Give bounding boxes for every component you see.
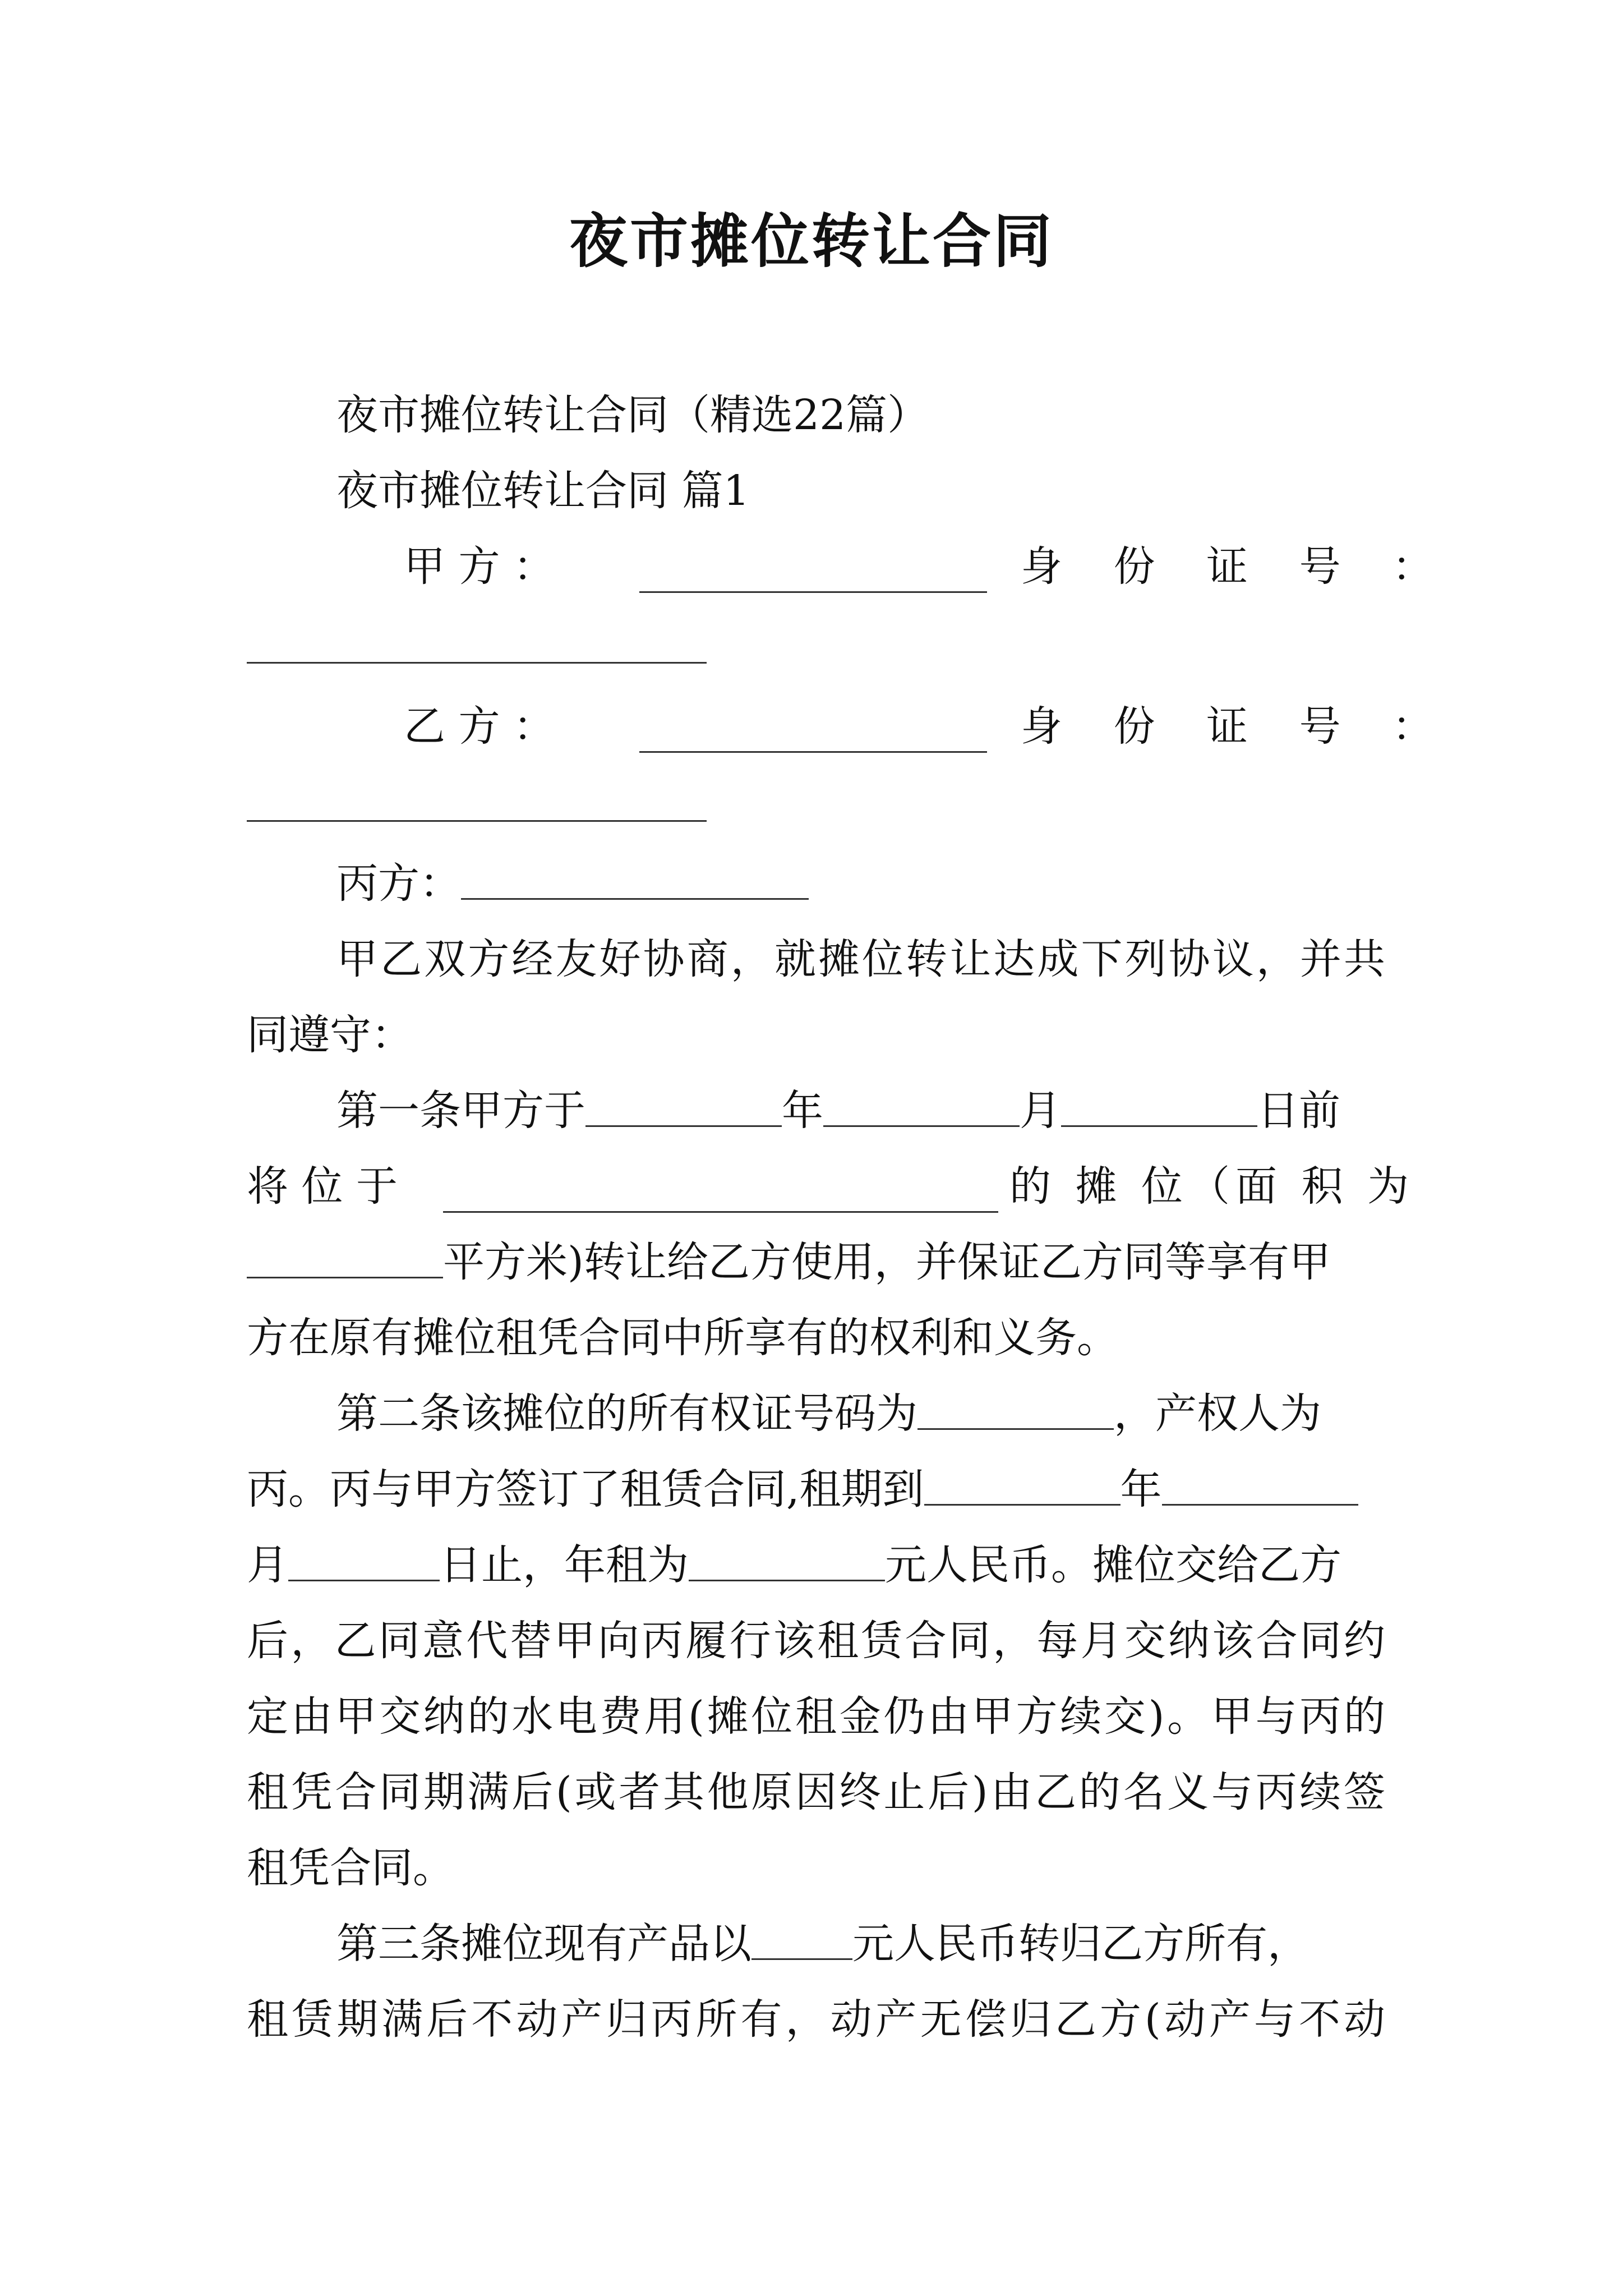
article-1-line-1 [247, 1071, 1385, 1150]
party-a-label: 甲 方 ： [404, 542, 555, 591]
article-1-text-e: 将 位 于 [247, 1162, 398, 1211]
article-2-text-e: 月 [247, 1541, 288, 1589]
article-2-text-g: 元人民币。摊位交给乙方 [885, 1541, 1341, 1589]
article-1-line-2 [247, 1147, 1415, 1226]
party-c-line [247, 844, 1385, 923]
party-a-id-blank[interactable] [247, 662, 707, 664]
article-2-month-blank[interactable] [1162, 1459, 1358, 1506]
party-a-name-blank[interactable] [639, 546, 987, 593]
party-b-line [247, 687, 1453, 766]
article-1-text-b: 年 [782, 1087, 823, 1135]
party-b-id-blank[interactable] [247, 820, 707, 822]
article-2-line-4: 后，乙同意代替甲向丙履行该租赁合同，每月交纳该合同约 [247, 1617, 1385, 1665]
article-2-text-c: 丙。丙与甲方签订了租赁合同,租期到 [247, 1465, 924, 1513]
article-1-text-g: 平方米)转让给乙方使用，并保证乙方同等享有甲 [443, 1238, 1331, 1286]
party-c-name-blank[interactable] [461, 853, 809, 900]
article-2-year-blank[interactable] [924, 1459, 1121, 1506]
party-c-label: 丙方： [336, 859, 461, 908]
article-1-line-4: 方在原有摊位租凭合同中所享有的权利和义务。 [247, 1314, 1118, 1362]
article-3-text-a: 第三条摊位现有产品以 [336, 1920, 751, 1968]
article-1-text-a: 第一条甲方于 [336, 1087, 585, 1135]
article-2-text-b: ，产权人为 [1114, 1389, 1321, 1438]
party-a-line [247, 527, 1453, 606]
article-1-line-3 [247, 1223, 1385, 1301]
article-1-location-blank[interactable] [443, 1166, 998, 1213]
article-1-text-f: 的 摊 位（面 积 为 [1009, 1162, 1415, 1211]
article-3-line-1 [247, 1904, 1385, 1983]
party-b-label: 乙 方 ： [404, 702, 555, 751]
article-3-price-blank[interactable] [751, 1913, 852, 1960]
article-2-line-1 [247, 1374, 1385, 1453]
party-a-id-label: 身 份 证 号 ： [1021, 542, 1453, 591]
article-2-line-5: 定由甲交纳的水电费用(摊位租金仍由甲方续交)。甲与丙的 [247, 1692, 1385, 1741]
subtitle: 夜市摊位转让合同（精选22篇） [336, 391, 929, 439]
article-1-text-d: 日前 [1257, 1087, 1340, 1135]
article-2-rent-blank[interactable] [689, 1535, 885, 1581]
article-2-day-blank[interactable] [288, 1535, 440, 1581]
article-3-text-b: 元人民币转归乙方所有， [852, 1920, 1309, 1968]
article-2-certificate-blank[interactable] [917, 1383, 1114, 1430]
document-title: 夜市摊位转让合同 [569, 206, 1054, 275]
article-2-line-2 [247, 1450, 1385, 1529]
article-1-day-blank[interactable] [1061, 1080, 1257, 1127]
article-2-text-d: 年 [1120, 1465, 1162, 1513]
intro-line-1: 甲乙双方经友好协商，就摊位转让达成下列协议，并共 [336, 935, 1385, 983]
article-3-line-2: 租赁期满后不动产归丙所有，动产无偿归乙方(动产与不动 [247, 1995, 1385, 2044]
party-b-id-label: 身 份 证 号 ： [1021, 702, 1453, 751]
article-2-line-3 [247, 1526, 1385, 1604]
section-heading: 夜市摊位转让合同 篇1 [336, 467, 750, 515]
article-2-line-7: 租凭合同。 [247, 1844, 454, 1892]
article-2-text-a: 第二条该摊位的所有权证号码为 [336, 1389, 917, 1438]
article-1-month-blank[interactable] [823, 1080, 1020, 1127]
article-1-area-blank[interactable] [247, 1232, 443, 1278]
party-b-name-blank[interactable] [639, 706, 987, 753]
article-2-line-6: 租凭合同期满后(或者其他原因终止后)由乙的名义与丙续签 [247, 1768, 1385, 1816]
article-1-text-c: 月 [1020, 1087, 1061, 1135]
article-2-text-f: 日止，年租为 [440, 1541, 689, 1589]
intro-line-2: 同遵守： [247, 1011, 413, 1059]
article-1-year-blank[interactable] [585, 1080, 782, 1127]
